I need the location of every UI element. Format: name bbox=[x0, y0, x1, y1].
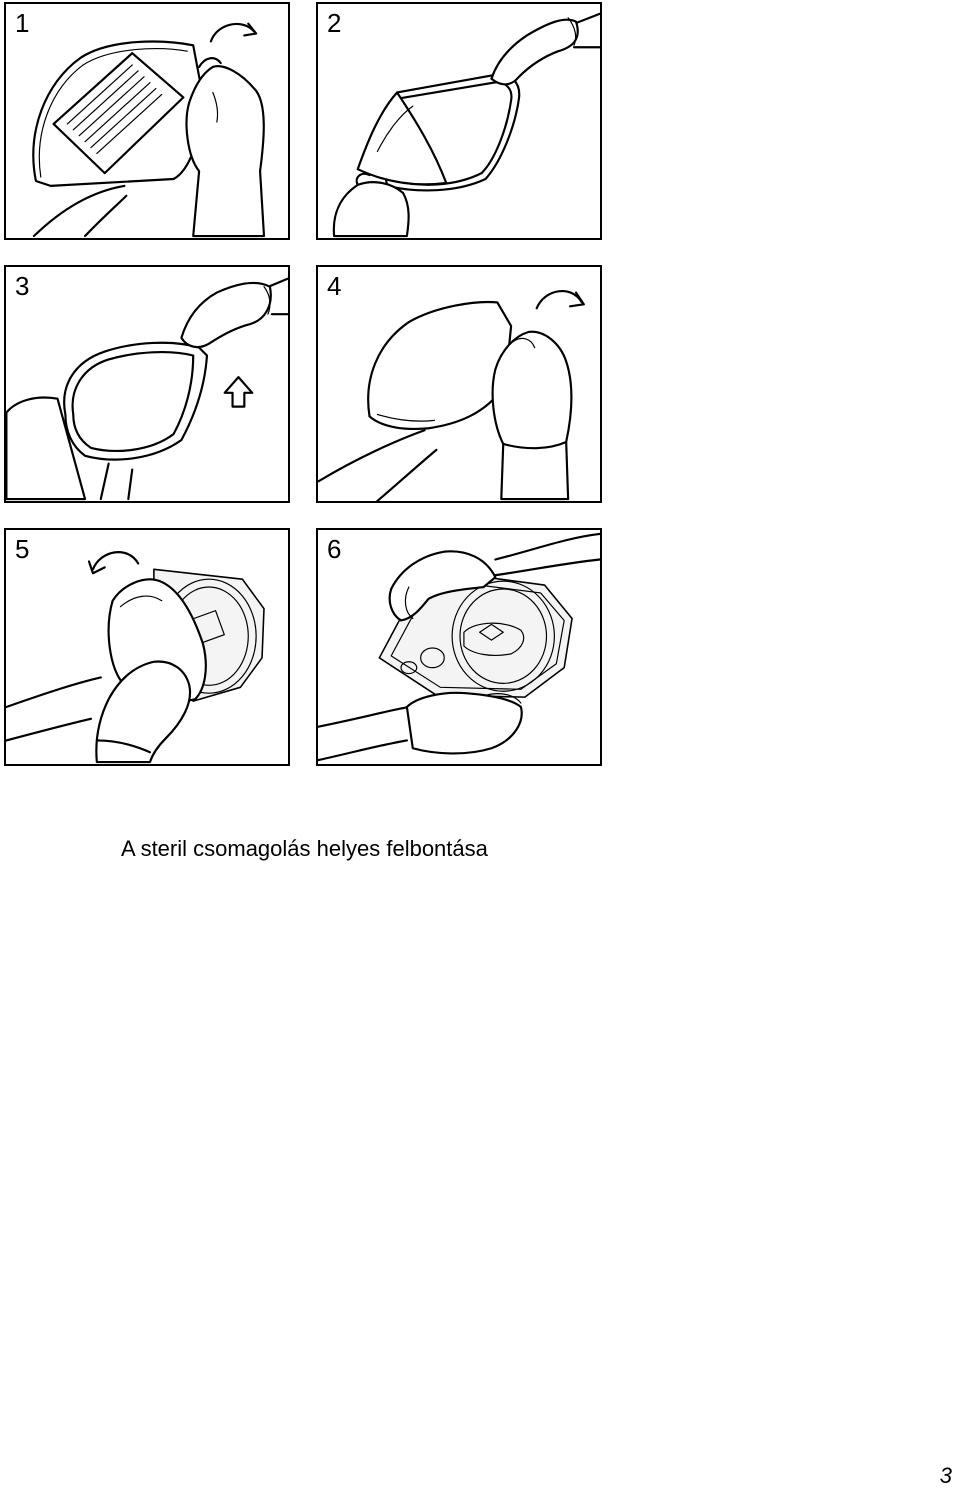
step-1-panel bbox=[4, 2, 290, 240]
step-4-panel bbox=[316, 265, 602, 503]
step-number: 6 bbox=[327, 534, 342, 564]
peel-inner-cover-illustration bbox=[318, 267, 600, 501]
step-2-panel bbox=[316, 2, 602, 240]
curved-arrow-icon bbox=[211, 24, 254, 41]
peel-label-illustration bbox=[6, 4, 288, 238]
step-5-panel bbox=[4, 528, 290, 766]
step-6-panel bbox=[316, 528, 602, 766]
step-3-panel bbox=[4, 265, 290, 503]
lift-wrap-illustration bbox=[6, 267, 288, 501]
step-number: 3 bbox=[15, 271, 30, 301]
step-number: 4 bbox=[327, 271, 342, 301]
curved-arrow-icon bbox=[93, 552, 138, 569]
up-arrow-icon bbox=[225, 377, 253, 406]
step-number: 2 bbox=[327, 8, 342, 38]
remove-tray-illustration bbox=[318, 530, 600, 764]
fold-back-cover-illustration bbox=[6, 530, 288, 764]
page-number: 3 bbox=[939, 1463, 952, 1488]
step-number: 1 bbox=[15, 8, 30, 38]
pull-wrap-illustration bbox=[318, 4, 600, 238]
step-number: 5 bbox=[15, 534, 30, 564]
figure-caption: A steril csomagolás helyes felbontása bbox=[121, 836, 488, 861]
